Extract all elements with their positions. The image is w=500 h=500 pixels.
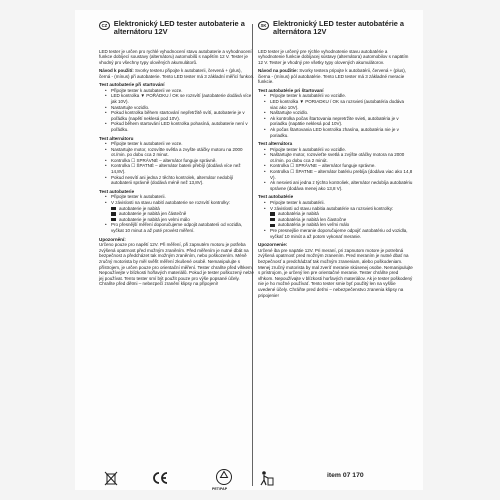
- indicator-label: autobaterie je nabitá jen velmi málo: [119, 216, 190, 222]
- manual-page: [75, 10, 423, 490]
- list-item: • Pro přesnější měření doporučujeme odpojit autobaterii od vozidla, vyčkat 10 minut a až poté provést měření.: [99, 222, 254, 233]
- crossed-bin-icon: [103, 470, 119, 486]
- warning-text-cz: Určeno pouze pro napětí 12V. Při měření, při zapnutém motoru je potřeba zvýšená opatrnost před možným zraněním. Před měřením je nutné dbát na bezpečnost a předcházet tak možným zraněním, nebo poškozením. Méně zručný motorista by měl svěřit měření zkušené osobě. Nemanipulujte s přístrojem, je určen pouze pro orientační měření. Tester chraňte před vlhkem. Nepoužívejte v blízkosti hořlavých materiálů. Pokud je tester poškozený nelze jej používat. Tento tester smí být použit pouze pro výše popsané účely. Chraňte před dětmi – nebezpečí zranění klipsy na připojení!: [99, 242, 254, 287]
- recycle-icon: [215, 468, 233, 486]
- tidy-man-icon: [257, 469, 275, 487]
- warning-text-sk: Určené iba pre napätie 12V. Pri meraní, pri zapnutom motore je potrebná zvýšená opatrnosť pred možným zranením. Pred meraním je nutné dbať na bezpečnosť a predchádzať tak možným zraneniam, alebo poškodeniam. Menej zručný motorista by mal zveriť meranie skúsenej osobe. Nemanipulujte s prístrojom, je určený len pre orientačné meranie. Tester chráňte pred vlhkom. Nepoužívajte v blízkosti horľavých materiálov. Ak je tester poškodený nie je ho možné používať. Tento tester smie byť použitý len na vyššie uvedené účely. Chráňte pred deťmi – nebezpečenstvo zranenia klipsy na pripojenie!: [258, 247, 413, 298]
- list-item: • Pripojte tester k autobatérii vo vozidle.: [258, 147, 413, 153]
- indicator-label: autobaterie je nabitá jen částečně: [119, 211, 187, 217]
- section-2-title-cz: Test alternátoru: [99, 135, 134, 141]
- usage-cz: [99, 68, 254, 79]
- section-3-title-sk: Test autobatérie: [258, 194, 294, 200]
- list-item: • V závislosti na stavu nabití autobaterie se rozsvítí kontrolky:: [99, 200, 254, 206]
- title-cz: Elektronický LED tester autobaterie a alternátoru 12V: [113, 19, 245, 37]
- warning-title-sk: Upozornenie:: [258, 242, 288, 248]
- section-1-list-sk: [258, 93, 413, 138]
- section-2-list-sk: [258, 147, 413, 192]
- list-item: • Ak počas štartovania LED kontrolka zhasína, autobatéria nie je v poriadku.: [258, 127, 413, 138]
- indicator-label: autobatéria je nabitá len čiastočne: [278, 216, 347, 222]
- usage-label-sk: Návod na použitie:: [258, 67, 299, 73]
- list-item: • Kontrolka ☐ ŠPATNE – alternátor batériu prebíja (dodáva viac ako 14,8 V).: [258, 169, 413, 180]
- list-item: • Připojte tester k autobaterii ve voze.: [99, 88, 254, 94]
- led-square-icon: [111, 207, 116, 210]
- intro-cz: LED tester je určen pro rychlé vyhodnocení stavu autobaterie a vyhodnocení funkce dobíjecí soustavy (alternátoru) automobilů s napětím 12 V. Tester je vhodný pro všechny typy olověných akumulátorů.: [99, 48, 252, 65]
- column-cz: [99, 20, 254, 289]
- list-item: • Kontrolka ☐ SPRÁVNÉ – alternátor funguje správně.: [99, 158, 254, 164]
- list-item: • Pre presnejšie meranie doporučujeme odpojiť autobatériu od vozidla, vyčkať 10 minút a až potom vykonať meranie.: [258, 228, 413, 239]
- list-item: • V závislosti od stavu nabitia autobatérie sa rozsvieti kontrolky:: [258, 206, 413, 212]
- list-item: • Kontrolka ☐ SPRÁVNE – alternátor funguje správne.: [258, 163, 413, 169]
- usage-label-cz: Návod k použití:: [99, 67, 134, 73]
- column-sk: [258, 20, 413, 301]
- led-square-icon: [270, 218, 275, 221]
- title-sk: Elektronický LED tester autobatérie a alternátora 12V: [273, 19, 405, 37]
- lang-badge-cz: CZ: [99, 21, 110, 30]
- indicator-label: autobaterie je nabitá: [119, 205, 160, 211]
- list-item: • Pokud nesvítí ani jedna z těchto kontrolek, alternátor nedobíjí autobaterii správně (dodává méně než 13,8V).: [99, 175, 254, 186]
- indicator-label: autobatéria je nabitá len veľmi málo: [278, 222, 350, 228]
- header-cz: [99, 20, 254, 37]
- led-square-icon: [111, 218, 116, 221]
- list-item: • Pripojte tester k autobatérii.: [258, 200, 413, 206]
- pet-pap-label: PET/PAP: [212, 487, 228, 491]
- usage-text-sk: Svorky testera pripojte k autobatérii, červená + (plus), čierna - (mínus) pól autobatérie. Tento LED tester má 3 základné meracie funkcie.: [258, 67, 406, 85]
- usage-sk: [258, 68, 413, 85]
- usage-text-cz: Svorky testeru připojte k autobaterii, červená + (plus), černá - (mínus) při autobaterie. Tento LED tester má 3 základní měřicí funkce.: [99, 67, 254, 79]
- led-square-icon: [111, 212, 116, 215]
- list-item: • Pokud během startování LED kontrolka pohasíná, autobaterie není v pořádku.: [99, 121, 254, 132]
- list-item: • Nastartujte vozidlo.: [99, 105, 254, 111]
- section-3-title-cz: Test autobaterie: [99, 188, 135, 194]
- list-item: • Pripojte tester k autobatérii vo vozidle.: [258, 93, 413, 99]
- section-3-list-sk: [258, 200, 413, 211]
- section-1-list-cz: [99, 88, 254, 133]
- list-item: • Naštartujte motor, rozsvieťte svetlá a zvýšte otáčky motora na 2000 ot./min. po dobu cca 2 minút.: [258, 152, 413, 163]
- section-2-title-sk: Test alternátora: [258, 141, 293, 147]
- list-item: • Pokud kontrolka během startování nepřetržitě svítí, autobaterie je v pořádku (napětí neklesá pod 10V).: [99, 110, 254, 121]
- list-item: • Připojte tester k autobaterii.: [99, 194, 254, 200]
- led-square-icon: [270, 212, 275, 215]
- list-item: • Připojte tester k autobaterii ve voze.: [99, 141, 254, 147]
- lang-badge-sk: SK: [258, 21, 269, 30]
- section-1-title-sk: Test autobatérie pri štartovaní: [258, 87, 324, 93]
- list-item: • Naštartujte vozidlo.: [258, 110, 413, 116]
- intro-sk: LED tester je určený pre rýchle vyhodnotenie stavu autobatérie a vyhodnotenie funkcie dobíjacej sústavy (alternátora) automobilov s napätím 12 V. Tester je vhodný pre všetky typy olovených akumulátorov.: [258, 48, 409, 65]
- section-2-list-cz: [99, 141, 254, 186]
- list-item: • LED kontrolka ▼ POŘÁDKU / OK se rozsvítí (autobaterie dodává více jak 10V).: [99, 93, 254, 104]
- item-number: item 07 170: [327, 472, 364, 479]
- compliance-logos: [103, 468, 313, 494]
- list-item: • Kontrolka ☐ ŠPATNÉ – alternátor baterii přebíjí (dodává více než 14,8V).: [99, 163, 254, 174]
- warning-title-cz: Upozornění:: [99, 236, 126, 242]
- list-item: • Ak kontrolka počas štartovania nepretržite svieti, autobatéria je v poriadku (napätie neklesá pod 10V).: [258, 116, 413, 127]
- list-item: • LED kontrolka ▼ PORIADKU / OK sa rozsvieti (autobatéria dodáva viac ako 10V).: [258, 99, 413, 110]
- section-3-list-cz: [99, 194, 254, 205]
- led-square-icon: [270, 224, 275, 227]
- indicator-label: autobatéria je nabitá: [278, 211, 319, 217]
- section-1-title-cz: Test autobaterie při startování: [99, 82, 165, 88]
- list-item: • Ak nesvieti ani jedna z týchto kontroliek, alternátor nedobíja autobatériu správne (dodáva menej ako 13,8 V).: [258, 180, 413, 191]
- list-item: • Nastartujte motor, rozsvítte světla a zvyšte otáčky motoru na 2000 ot./min. po dobu cca 2 minut.: [99, 147, 254, 158]
- ce-mark-icon: [151, 469, 169, 487]
- header-sk: [258, 20, 413, 37]
